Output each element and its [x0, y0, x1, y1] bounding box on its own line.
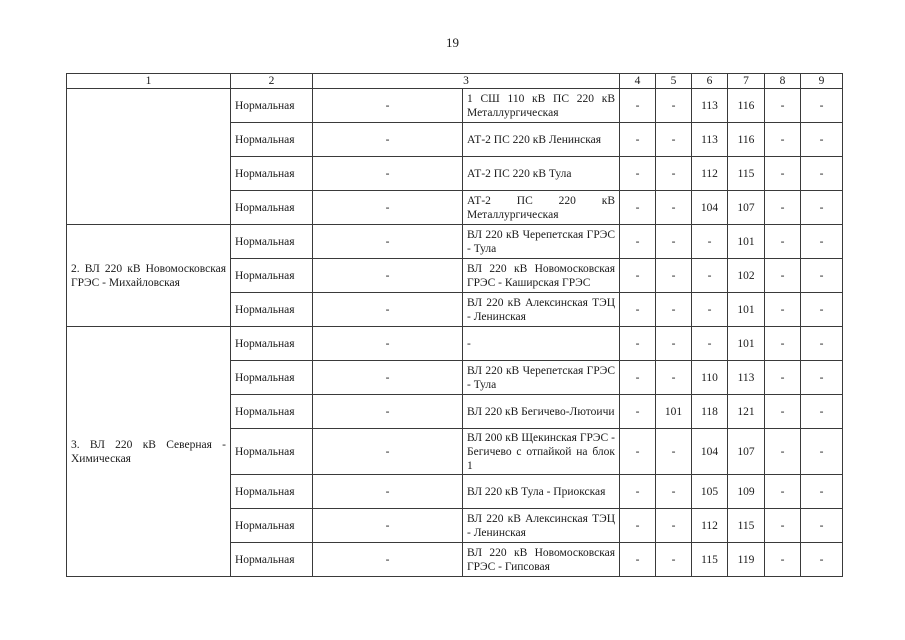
column-8-cell: - [765, 327, 801, 361]
column-8-cell: - [765, 225, 801, 259]
column-4-cell: - [620, 89, 656, 123]
element-cell: ВЛ 220 кВ Новомосковская ГРЭС - Каширская ГРЭС [463, 259, 620, 293]
table-row [67, 225, 843, 259]
mode-cell: Нормальная [231, 327, 313, 361]
column-2-cell: - [313, 259, 463, 293]
column-6-cell: 112 [692, 509, 728, 543]
column-9-cell: - [801, 293, 843, 327]
element-cell: ВЛ 220 кВ Черепетская ГРЭС - Тула [463, 361, 620, 395]
column-4-cell: - [620, 327, 656, 361]
column-8-cell: - [765, 395, 801, 429]
header-cell: 8 [765, 74, 801, 89]
column-9-cell: - [801, 89, 843, 123]
element-cell: ВЛ 200 кВ Щекинская ГРЭС - Бегичево с отпайкой на блок 1 [463, 429, 620, 475]
column-6-cell: 113 [692, 123, 728, 157]
column-7-cell: 102 [728, 259, 765, 293]
column-2-cell: - [313, 293, 463, 327]
mode-cell: Нормальная [231, 475, 313, 509]
column-5-cell: - [656, 89, 692, 123]
mode-cell: Нормальная [231, 509, 313, 543]
header-row [67, 74, 843, 89]
column-7-cell: 116 [728, 89, 765, 123]
column-8-cell: - [765, 543, 801, 577]
column-5-cell: - [656, 429, 692, 475]
column-7-cell: 119 [728, 543, 765, 577]
column-2-cell: - [313, 543, 463, 577]
header-cell: 1 [67, 74, 231, 89]
column-7-cell: 116 [728, 123, 765, 157]
element-cell: ВЛ 220 кВ Новомосковская ГРЭС - Гипсовая [463, 543, 620, 577]
column-2-cell: - [313, 475, 463, 509]
column-5-cell: - [656, 191, 692, 225]
column-6-cell: - [692, 293, 728, 327]
mode-cell: Нормальная [231, 123, 313, 157]
column-9-cell: - [801, 543, 843, 577]
group-name-cell [67, 89, 231, 225]
column-6-cell: 105 [692, 475, 728, 509]
column-5-cell: - [656, 475, 692, 509]
header-cell: 7 [728, 74, 765, 89]
column-6-cell: 104 [692, 429, 728, 475]
mode-cell: Нормальная [231, 89, 313, 123]
column-7-cell: 107 [728, 191, 765, 225]
column-4-cell: - [620, 475, 656, 509]
column-4-cell: - [620, 123, 656, 157]
header-cell: 6 [692, 74, 728, 89]
column-7-cell: 101 [728, 293, 765, 327]
column-9-cell: - [801, 191, 843, 225]
mode-cell: Нормальная [231, 429, 313, 475]
column-9-cell: - [801, 327, 843, 361]
element-cell: ВЛ 220 кВ Алексинская ТЭЦ - Ленинская [463, 509, 620, 543]
column-2-cell: - [313, 509, 463, 543]
column-2-cell: - [313, 395, 463, 429]
column-6-cell: 112 [692, 157, 728, 191]
column-4-cell: - [620, 259, 656, 293]
group-name-cell: 3. ВЛ 220 кВ Северная - Химическая [67, 327, 231, 577]
column-7-cell: 113 [728, 361, 765, 395]
column-4-cell: - [620, 509, 656, 543]
column-2-cell: - [313, 327, 463, 361]
column-4-cell: - [620, 429, 656, 475]
column-6-cell: 104 [692, 191, 728, 225]
mode-cell: Нормальная [231, 543, 313, 577]
column-4-cell: - [620, 361, 656, 395]
mode-cell: Нормальная [231, 293, 313, 327]
column-6-cell: 118 [692, 395, 728, 429]
column-4-cell: - [620, 543, 656, 577]
column-6-cell: - [692, 259, 728, 293]
column-8-cell: - [765, 361, 801, 395]
column-4-cell: - [620, 191, 656, 225]
element-cell: ВЛ 220 кВ Бегичево-Лютоичи [463, 395, 620, 429]
mode-cell: Нормальная [231, 259, 313, 293]
column-6-cell: - [692, 225, 728, 259]
element-cell: 1 СШ 110 кВ ПС 220 кВ Металлургическая [463, 89, 620, 123]
column-5-cell: - [656, 509, 692, 543]
column-2-cell: - [313, 89, 463, 123]
group-name-cell: 2. ВЛ 220 кВ Новомосковская ГРЭС - Михайловская [67, 225, 231, 327]
column-8-cell: - [765, 293, 801, 327]
column-4-cell: - [620, 157, 656, 191]
column-9-cell: - [801, 429, 843, 475]
column-5-cell: - [656, 157, 692, 191]
column-6-cell: 115 [692, 543, 728, 577]
column-5-cell: - [656, 293, 692, 327]
header-cell: 3 [313, 74, 620, 89]
column-9-cell: - [801, 225, 843, 259]
column-7-cell: 115 [728, 157, 765, 191]
column-8-cell: - [765, 157, 801, 191]
column-9-cell: - [801, 361, 843, 395]
mode-cell: Нормальная [231, 361, 313, 395]
column-2-cell: - [313, 123, 463, 157]
column-9-cell: - [801, 123, 843, 157]
element-cell: ВЛ 220 кВ Черепетская ГРЭС - Тула [463, 225, 620, 259]
page-number: 19 [446, 35, 459, 50]
column-5-cell: - [656, 225, 692, 259]
column-9-cell: - [801, 475, 843, 509]
column-2-cell: - [313, 361, 463, 395]
element-cell: - [463, 327, 620, 361]
column-8-cell: - [765, 191, 801, 225]
element-cell: ВЛ 220 кВ Тула - Приокская [463, 475, 620, 509]
mode-cell: Нормальная [231, 225, 313, 259]
column-2-cell: - [313, 225, 463, 259]
column-6-cell: 110 [692, 361, 728, 395]
column-8-cell: - [765, 429, 801, 475]
column-2-cell: - [313, 429, 463, 475]
column-4-cell: - [620, 225, 656, 259]
column-9-cell: - [801, 509, 843, 543]
column-8-cell: - [765, 475, 801, 509]
column-5-cell: 101 [656, 395, 692, 429]
column-2-cell: - [313, 191, 463, 225]
column-5-cell: - [656, 259, 692, 293]
column-7-cell: 107 [728, 429, 765, 475]
column-9-cell: - [801, 259, 843, 293]
element-cell: АТ-2 ПС 220 кВ Металлургическая [463, 191, 620, 225]
table-body [67, 89, 843, 577]
element-cell: ВЛ 220 кВ Алексинская ТЭЦ - Ленинская [463, 293, 620, 327]
column-6-cell: 113 [692, 89, 728, 123]
header-cell: 5 [656, 74, 692, 89]
column-9-cell: - [801, 157, 843, 191]
header-cell: 9 [801, 74, 843, 89]
column-7-cell: 115 [728, 509, 765, 543]
column-6-cell: - [692, 327, 728, 361]
column-5-cell: - [656, 543, 692, 577]
column-8-cell: - [765, 89, 801, 123]
column-2-cell: - [313, 157, 463, 191]
column-5-cell: - [656, 327, 692, 361]
table-row [67, 327, 843, 361]
column-5-cell: - [656, 123, 692, 157]
header-cell: 2 [231, 74, 313, 89]
column-9-cell: - [801, 395, 843, 429]
element-cell: АТ-2 ПС 220 кВ Ленинская [463, 123, 620, 157]
column-4-cell: - [620, 293, 656, 327]
column-7-cell: 101 [728, 327, 765, 361]
mode-cell: Нормальная [231, 395, 313, 429]
column-7-cell: 101 [728, 225, 765, 259]
mode-cell: Нормальная [231, 191, 313, 225]
column-5-cell: - [656, 361, 692, 395]
column-7-cell: 121 [728, 395, 765, 429]
mode-cell: Нормальная [231, 157, 313, 191]
header-cell: 4 [620, 74, 656, 89]
column-8-cell: - [765, 509, 801, 543]
data-table [66, 73, 843, 577]
column-4-cell: - [620, 395, 656, 429]
column-8-cell: - [765, 259, 801, 293]
table-row [67, 89, 843, 123]
column-7-cell: 109 [728, 475, 765, 509]
element-cell: АТ-2 ПС 220 кВ Тула [463, 157, 620, 191]
column-8-cell: - [765, 123, 801, 157]
